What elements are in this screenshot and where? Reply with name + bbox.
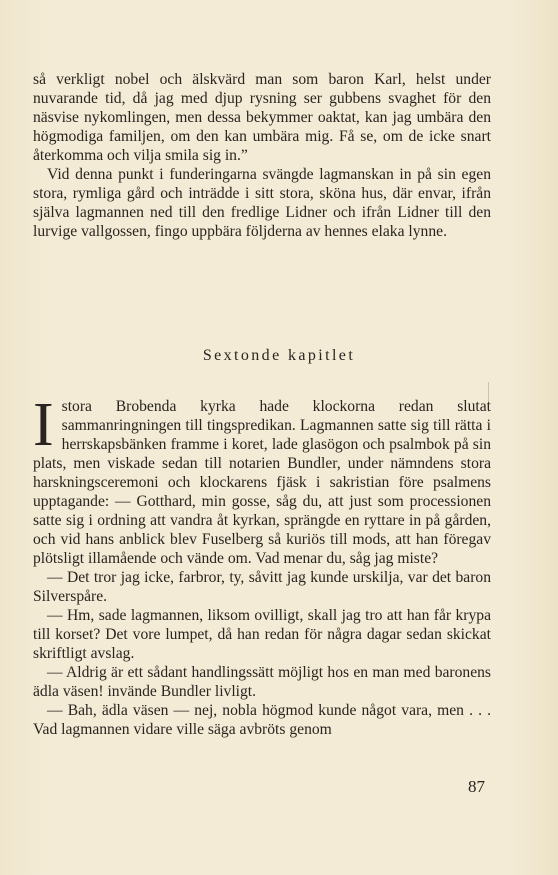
paragraph	[33, 391, 491, 568]
chapter-heading: Sextonde kapitlet	[202, 347, 356, 364]
paragraph: Vid denna punkt i funderingarna svängde lagmanskan in på sin egen stora, rymliga gård och inträdde i sitt stora, sköna hus, där envar, ifrån själva lagmannen ned till den fredlige Lidner och ifrån Lidner till den lurvige vallgossen, fingo uppbära följderna av hennes elaka lynne.	[33, 166, 491, 240]
page-number: 87	[468, 777, 485, 796]
chapter-text-block	[33, 391, 491, 739]
paragraph: — Bah, ädla väsen — nej, nobla högmod kunde något vara, men . . . Vad lagmannen vidare ville säga avbröts genom	[33, 702, 491, 738]
paragraph: — Det tror jag icke, farbror, ty, såvitt jag kunde urskilja, var det baron Silverspåre.	[33, 569, 491, 605]
top-text-block	[33, 70, 491, 241]
paragraph: — Hm, sade lagmannen, liksom ovilligt, skall jag tro att han får krypa till korset? Det vore lumpet, då han redan för några dagar sedan skickat skriftligt avslag.	[33, 607, 491, 662]
paragraph: — Aldrig är ett sådant handlingssätt möjligt hos en man med baronens ädla väsen! invände Bundler livligt.	[33, 664, 491, 700]
drop-cap: I	[33, 391, 54, 459]
paragraph-text: stora Brobenda kyrka hade klockorna redan slutat sammanringningen till tingspredikan. Lagmannen satte sig till rätta i herrskapsbänken framme i koret, lade glasögon och psalmbok på sin plats, men viskade sedan till notarien Bundler, under nämndens stora harskningsceremoni och klockarens fjäsk i sakristian före psalmens upptagande: — Gotthard, min gosse, såg du, att just som processionen satte sig i ordning att vandra åt kyrkan, sprängde en ryttare in på gården, och vid hans anblick blev Fuselberg så kuriös till mods, att han föregav plötsligt illamående och vände om. Vad menar du, såg jag miste?	[33, 398, 491, 567]
paragraph: så verkligt nobel och älskvärd man som baron Karl, helst under nuvarande tid, då jag med djup rysning ser gubbens svaghet för den näsvise nykomlingen, men dessa bekymmer oaktat, kan jag umbära den högmodiga familjen, om den kan umbära mig. Få se, om de icke snart återkomma och vilja smila sig in.”	[33, 71, 491, 164]
